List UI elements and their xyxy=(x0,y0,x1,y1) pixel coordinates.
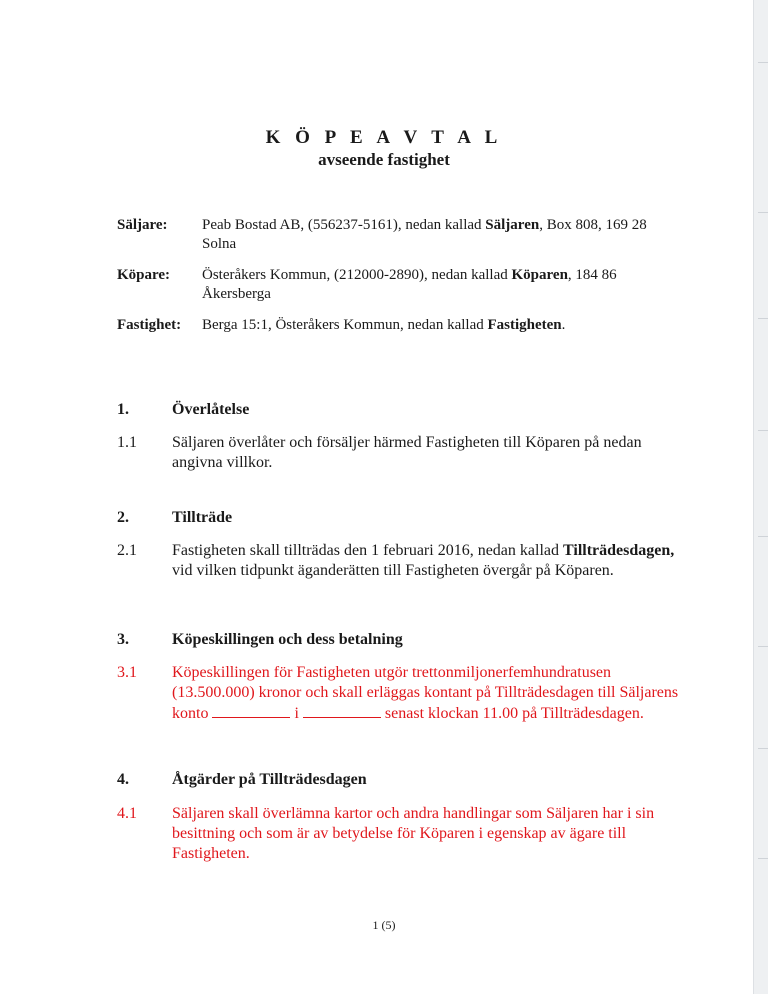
paragraph-text: Köpeskillingen för Fastigheten utgör trettonmiljonerfemhundratusen (13.500.000) kronor och skall erläggas kontant på Tillträdesdagen till Säljarens konto i senast klockan 11.00 på Tillträdesdagen. xyxy=(172,664,679,722)
paragraph-number: 1.1 xyxy=(117,434,137,451)
paragraph-text: Säljaren överlåter och försäljer härmed Fastigheten till Köparen på nedan angivna villkor. xyxy=(172,434,642,471)
document-title-block xyxy=(0,127,768,171)
section-title: Åtgärder på Tillträdesdagen xyxy=(172,771,367,788)
section-title: Köpeskillingen och dess betalning xyxy=(172,631,403,648)
paragraph-number: 4.1 xyxy=(117,805,137,822)
party-property-label: Fastighet: xyxy=(117,317,182,333)
document-subtitle: avseende fastighet xyxy=(318,150,450,169)
page-number: 1 (5) xyxy=(372,918,396,932)
section-title: Tillträde xyxy=(172,509,233,526)
account-blank xyxy=(212,703,290,718)
section-number: 4. xyxy=(117,771,129,788)
paragraph-number: 2.1 xyxy=(117,542,137,559)
section-title: Överlåtelse xyxy=(172,401,250,418)
party-seller-label: Säljare: xyxy=(117,217,168,233)
party-seller-text: Peab Bostad AB, (556237-5161), nedan kallad Säljaren, Box 808, 169 28 Solna xyxy=(202,217,647,252)
bank-blank xyxy=(303,703,381,718)
party-buyer-text: Österåkers Kommun, (212000-2890), nedan kallad Köparen, 184 86 Åkersberga xyxy=(202,267,617,302)
party-buyer-label: Köpare: xyxy=(117,267,171,283)
paragraph-text: Säljaren skall överlämna kartor och andra handlingar som Säljaren har i sin besittning och som är av betydelse för Köparen i egenskap av ägare till Fastigheten. xyxy=(172,805,655,862)
paragraph-text: Fastigheten skall tillträdas den 1 februari 2016, nedan kallad Tillträdesdagen, vid vilken tidpunkt äganderätten till Fastigheten övergår på Köparen. xyxy=(172,542,675,579)
party-property-text: Berga 15:1, Österåkers Kommun, nedan kallad Fastigheten. xyxy=(202,317,566,333)
section-number: 1. xyxy=(117,401,129,418)
document-title: K Ö P E A V T A L xyxy=(265,127,503,148)
section-number: 3. xyxy=(117,631,129,648)
paragraph-number: 3.1 xyxy=(117,664,137,681)
section-number: 2. xyxy=(117,509,129,526)
